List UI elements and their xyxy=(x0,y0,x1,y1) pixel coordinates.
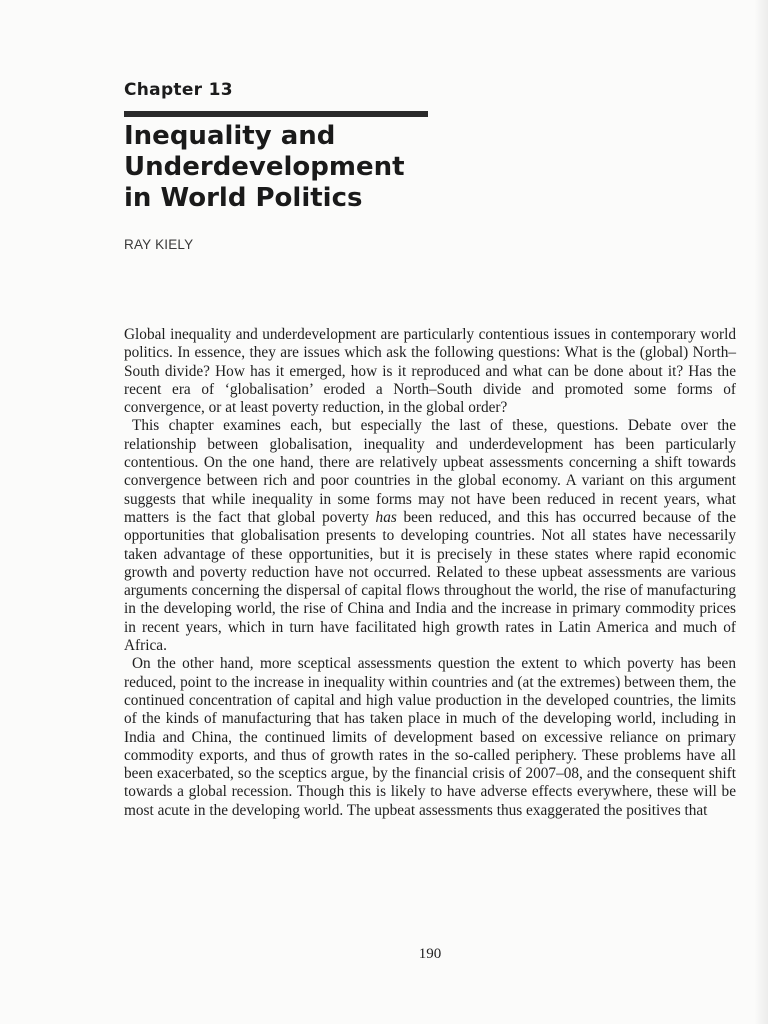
page-number: 190 xyxy=(418,946,442,962)
chapter-title xyxy=(124,121,544,214)
chapter-title-line: Inequality and xyxy=(124,121,336,151)
paragraph-text: Global inequality and underdevelopment are particularly contentious issues in contemporary world politics. In essence, they are issues which ask the following questions: What is the (global) North–South divide? How has it emerged, how is it reproduced and what can be done about it? Has the recent era of ‘globalisation’ eroded a North–South divide and promoted some forms of convergence, or at least poverty reduction, in the global order? xyxy=(124,326,736,417)
chapter-label: Chapter 13 xyxy=(124,80,233,100)
paragraph-text: This chapter examines each, but especially the last of these, questions. Debate over the relationship between globalisation, inequality and underdevelopment has been particularly contentious. On the one hand, there are relatively upbeat assessments concerning a shift towards convergence between rich and poor countries in the global economy. A variant on this argument suggests that while inequality in some forms may not have been reduced in recent years, what matters is the fact that global poverty xyxy=(124,417,736,526)
paragraph-text: On the other hand, more sceptical assessments question the extent to which poverty has been reduced, point to the increase in inequality within countries and (at the extremes) between them, the continued concentration of capital and high value production in the developed countries, the limits of the kinds of manufacturing that has taken place in much of the developing world, including in India and China, the continued limits of development based on excessive reliance on primary commodity exports, and thus of growth rates in the so-called periphery. These problems have all been exacerbated, so the sceptics argue, by the financial crisis of 2007–08, and the consequent shift towards a global recession. Though this is likely to have adverse effects everywhere, these will be most acute in the developing world. The upbeat assessments thus exaggerated the positives that xyxy=(124,655,736,819)
chapter-title-line: in World Politics xyxy=(124,183,363,213)
paragraph-text: been reduced, and this has occurred because of the opportunities that globalisation presents to developing countries. Not all states have necessarily taken advantage of these opportunities, but it is precisely in these states where rapid economic growth and poverty reduction have not occurred. Related to these upbeat assessments are various arguments concerning the dispersal of capital flows throughout the world, the rise of manufacturing in the developing world, the rise of China and India and the increase in primary commodity prices in recent years, which in turn have facilitated high growth rates in Latin America and much of Africa. xyxy=(124,508,736,655)
emphasized-word: has xyxy=(375,508,397,526)
chapter-rule xyxy=(124,111,428,117)
body-text xyxy=(124,326,736,820)
author-name: RAY KIELY xyxy=(124,237,194,252)
chapter-title-line: Underdevelopment xyxy=(124,152,405,182)
body-paragraph xyxy=(124,417,736,655)
body-paragraph xyxy=(124,326,736,417)
page-edge-shadow xyxy=(754,0,768,1024)
body-paragraph xyxy=(124,655,736,820)
